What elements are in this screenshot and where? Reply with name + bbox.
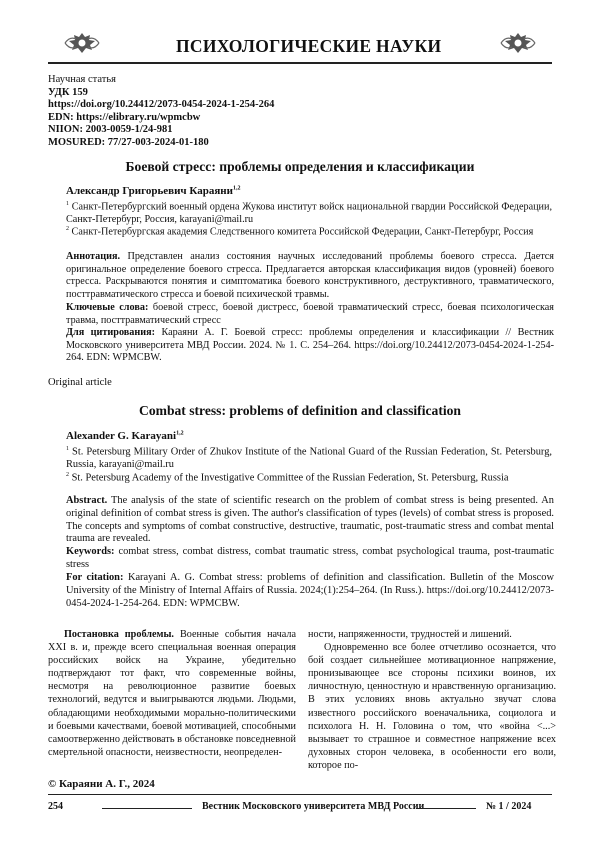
footer-journal: Вестник Московского университета МВД России — [202, 801, 424, 812]
ru-title: Боевой стресс: проблемы определения и классификации — [0, 159, 600, 175]
footer-rule — [48, 794, 552, 795]
en-abstract: Abstract. The analysis of the state of scientific research on the problem of combat stress is being presented. An original definition of combat stress is given. The author's classification of types (levels) of combat stress is proposed. The concepts and symptoms of combat constructive, destructive, traumatic, post-traumatic stress and combat mental trauma are revealed. — [66, 495, 554, 546]
en-title: Combat stress: problems of definition and classification — [0, 403, 600, 419]
edn-link[interactable]: EDN: https://elibrary.ru/wpmcbw — [48, 112, 274, 125]
en-keywords: Keywords: combat stress, combat distress, combat traumatic stress, combat psychological trauma, post-traumatic stress — [66, 546, 554, 572]
header-emblem-left — [62, 30, 102, 56]
niion: NIION: 2003-0059-1/24-981 — [48, 124, 274, 137]
footer-dash-right — [416, 808, 476, 809]
body-left-column: Постановка проблемы. Военные события начала XXI в. и, прежде всего специальная военная операция российских войск на Украине, убедительно подтверждают тот факт, что современные войны, несмотря на революционное развитие боевых технологий, ведутся и выигрываются людьми. Людьми, обладающими необходимыми морально-политическими и боевыми качествами, боевой мотивацией, способными самоотверженно действовать в обстановке повседневной смертельной опасности, неизвестности, неопределен- — [48, 628, 296, 759]
ru-affiliation-1: 1 Санкт-Петербургский военный ордена Жукова институт войск национальной гвардии Российской Федерации, Санкт-Петербург, Россия, karayani@mail.ru — [66, 198, 552, 227]
ru-affiliation-2: 2 Санкт-Петербургская академия Следственного комитета Российской Федерации, Санкт-Петербург, Россия — [66, 223, 556, 239]
footer-issue: № 1 / 2024 — [486, 801, 531, 812]
body-right-p1: ности, напряженности, трудностей и лишений. — [308, 628, 556, 641]
en-author: Alexander G. Karayani1,2 — [66, 430, 184, 442]
en-article-type: Original article — [48, 377, 112, 388]
header-emblem-right — [498, 30, 538, 56]
en-affiliation-1: 1 St. Petersburg Military Order of Zhukov Institute of the National Guard of the Russian Federation, St. Petersburg, Russia, karayani@mail.ru — [66, 443, 552, 472]
ru-citation: Для цитирования: Караяни А. Г. Боевой стресс: проблемы определения и классификации // Вестник Московского университета МВД России. 2024. № 1. С. 254–264. https://doi.org/10.24412/2073-0454-2024-1-254-264. EDN: WPMCBW. — [66, 327, 554, 365]
section-title: ПСИХОЛОГИЧЕСКИЕ НАУКИ — [176, 36, 441, 57]
page-number: 254 — [48, 801, 63, 812]
footer-dash-left — [102, 808, 192, 809]
doi-link[interactable]: https://doi.org/10.24412/2073-0454-2024-1-254-264 — [48, 99, 274, 112]
copyright: © Караяни А. Г., 2024 — [48, 778, 155, 790]
en-citation: For citation: Karayani A. G. Combat stress: problems of definition and classification. Bulletin of the Moscow University of the Ministry of Internal Affairs of Russia. 2024;(1):254–264. (In Russ.). https://doi.org/10.24412/2073-0454-2024-1-254-264. EDN: WPMCBW. — [66, 572, 554, 610]
body-right-p2: Одновременно все более отчетливо осознается, что бой создает сильнейшее мотивационное напряжение, пронизывающее все стороны психики воинов, их личностную, ценностную и нравственную организацию. В этих условиях вновь актуально звучат слова известного российского военачальника, социолога и психолога Н. Н. Головина о том, что «война <...> вызывает то страшное и совместное напряжение всех духовных сторон человека, в особенности его воли, которое по- — [308, 641, 556, 772]
ru-abstract: Аннотация. Представлен анализ состояния научных исследований проблемы боевого стресса. Дается оригинальное определение боевого стресса. Предлагается авторская классификация видов (уровней) боевого стресса. Раскрываются понятия и симптоматика боевого конструктивного, деструктивного, травматического, посттравматического стресса и боевой психической травмы. — [66, 251, 554, 301]
article-meta — [48, 74, 274, 149]
ru-author: Александр Григорьевич Караяни1,2 — [66, 185, 240, 197]
ru-keywords: Ключевые слова: боевой стресс, боевой дистресс, боевой травматический стресс, боевая психологическая травма, посттравматический стресс — [66, 302, 554, 327]
udk: УДК 159 — [48, 87, 274, 100]
body-right-column — [308, 628, 556, 772]
article-type: Научная статья — [48, 74, 274, 87]
en-affiliation-2: 2 St. Petersburg Academy of the Investigative Committee of the Russian Federation, St. Petersburg, Russia — [66, 469, 552, 485]
header-rule — [48, 62, 552, 64]
mosured: MOSURED: 77/27-003-2024-01-180 — [48, 137, 274, 150]
